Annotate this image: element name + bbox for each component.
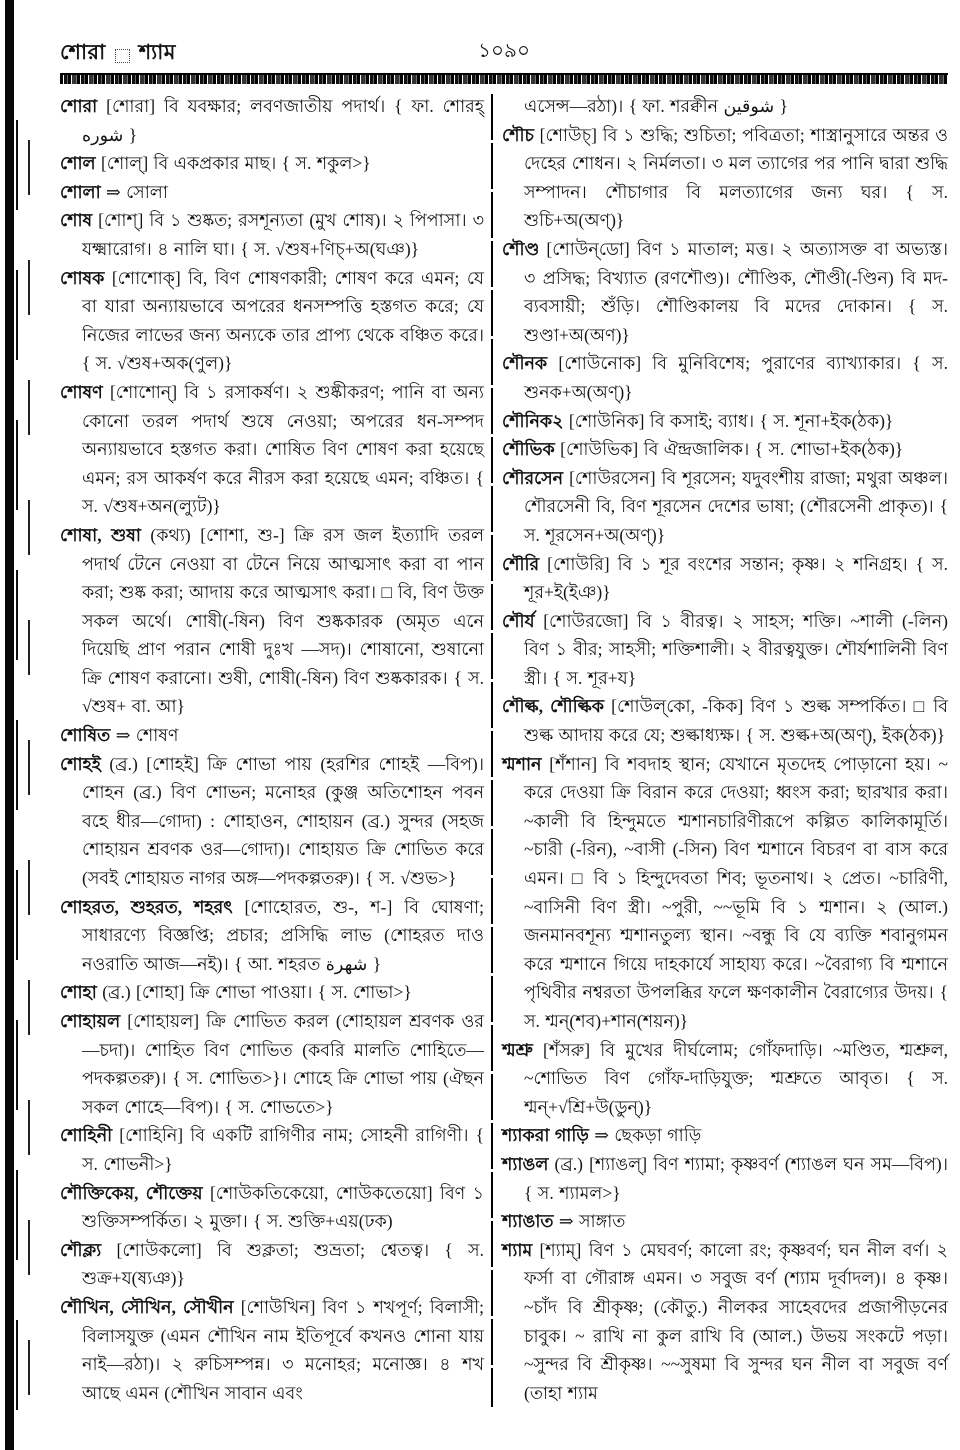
entry-body: [শোউভিক] বি ঐন্দ্রজালিক। { স. শোভা+ইক(ঠক)}: [554, 439, 904, 460]
entry-body: [শোহোরত, শু-, শ-] বি ঘোষণা; সাধারণ্যে বিজ্ঞপ্তি; প্রচার; প্রসিদ্ধি লাভ (শোহরত দাও নওরাতি আজ—নই)। { আ. শহরত شهرة }: [82, 896, 484, 974]
page-edge-line: [28, 140, 30, 1430]
dictionary-entry: [60, 521, 484, 721]
dictionary-entry: [60, 92, 484, 149]
dictionary-entry: [60, 178, 484, 207]
entry-body: [শোউন্‌ডো] বিণ ১ মাতাল; মত্ত। ২ অত্যাসক্ত বা অভ্যস্ত। ৩ প্রসিদ্ধ; বিখ্যাত (রণশৌণ্ড)। শৌণ্ডিক, শৌণ্ডী(-ণ্ডিন) বি মদ-ব্যবসায়ী; শুঁড়ি। শৌণ্ডিকালয় বি মদের দোকান। { স. শুণ্ডা+অ(অণ)}: [524, 238, 948, 345]
headword: শ্যাম: [502, 1239, 533, 1260]
dictionary-entry: [502, 750, 948, 1036]
headword: শোষণ: [60, 381, 103, 402]
dictionary-entry: [502, 607, 948, 693]
dictionary-entry: [60, 149, 484, 178]
headword: শোষা, শুষা: [60, 524, 141, 545]
entry-body: [শোহিনি] বি একটি রাগিণীর নাম; সোহনী রাগিণী। { স. শোভনী>}: [82, 1125, 484, 1174]
guide-word-last: শ্যাম: [138, 40, 176, 64]
dictionary-entry: [502, 1150, 948, 1207]
entry-body: [শোউচ্] বি ১ শুদ্ধি; শুচিতা; পবিত্রতা; শাস্ত্রানুসারে অন্তর ও দেহের শোধন। ২ নির্মলতা। ৩ মল ত্যাগের পর পানি দ্বারা শুদ্ধি সম্পাদন। শৌচাগার বি মলত্যাগের জন্য ঘর। { স. শুচি+অ(অণ্)}: [524, 124, 948, 231]
dictionary-entry: [502, 464, 948, 550]
dictionary-entry: [60, 1007, 484, 1121]
dictionary-entry: [502, 121, 948, 235]
headword: শৌনক: [502, 353, 548, 374]
entry-body: ⇒ সাঙ্গাত: [553, 1211, 626, 1232]
entry-body: ⇒ শোষণ: [110, 725, 179, 746]
dictionary-entry: [60, 264, 484, 378]
column-left: [60, 92, 484, 1407]
dictionary-entry: [60, 1236, 484, 1293]
headword: শোহই: [60, 753, 101, 774]
headword: শৌচ: [502, 124, 534, 145]
dictionary-entry: [502, 550, 948, 607]
dictionary-entry: [60, 978, 484, 1007]
ornamental-rule: [60, 73, 948, 84]
entry-body: ⇒ ছেকড়া গাড়ি: [588, 1125, 702, 1146]
headword: শ্যাকরা গাড়ি: [502, 1125, 589, 1146]
page-binding-shadow: [16, 120, 18, 1450]
dictionary-entry: [60, 1121, 484, 1178]
headword: শোষিত: [60, 725, 111, 746]
entry-body: এসেন্স—রঠা)। { ফা. শরক্বীন شوقين }: [524, 96, 788, 116]
entry-body: [শ্যাম্] বিণ ১ মেঘবর্ণ; কালো রং; কৃষ্ণবর্ণ; ঘন নীল বর্ণ। ২ ফর্সা বা গৌরাঙ্গ এমন। ৩ সবুজ বর্ণ (শ্যাম দূর্বাদল)। ৪ কৃষ্ণ। ~চাঁদ বি শ্রীকৃষ্ণ; (কৌতু.) নীলকর সাহেবদের প্রজাপীড়নের চাবুক। ~ রাখি না কুল রাখি বি (আল.) উভয় সংকটে পড়া। ~সুন্দর বি শ্রীকৃষ্ণ। ~~সুষমা বি সুন্দর ঘন নীল বা সবুজ বর্ণ (তাহা শ্যাম: [524, 1239, 948, 1403]
headword: শৌক্ল্য: [60, 1239, 102, 1260]
headword: শৌনিক২: [502, 410, 564, 431]
entry-body: [শোউখিন] বিণ ১ শখপূর্ণ; বিলাসী; বিলাসযুক্ত (এমন শৌখিন নাম ইতিপূর্বে কখনও শোনা যায় নাই—রঠা)। ২ রুচিসম্পন্ন। ৩ মনোহর; মনোজ্ঞ। ৪ শখ আছে এমন (শৌখিন সাবান এবং: [82, 1296, 484, 1403]
headword: শৌরসেন: [502, 467, 564, 488]
column-divider: [491, 94, 493, 1407]
entry-body: [শোউনিক] বি কসাই; ব্যাধ। { স. শূনা+ইক(ঠক)}: [563, 410, 894, 431]
dictionary-entry: [502, 235, 948, 349]
headword: শোহিনী: [60, 1125, 113, 1146]
dictionary-page: [60, 36, 948, 1407]
headword: শৌর্য: [502, 610, 535, 631]
entry-body: (ব্র.) [শ্যাঙল্] বিণ শ্যামা; কৃষ্ণবর্ণ (শ্যাঙল ঘন সম—বিপ)। { স. শ্যামল>}: [524, 1153, 948, 1203]
two-column-text: [60, 92, 948, 1407]
dictionary-entry: [502, 92, 948, 121]
headword: শোষ: [60, 210, 93, 231]
headword: শৌভিক: [502, 439, 555, 460]
headword: শোহায়ল: [60, 1011, 121, 1031]
headword: শৌরি: [502, 553, 540, 574]
page-number: ১০৯০: [478, 40, 530, 62]
headword: শোহা: [60, 982, 97, 1003]
headword: শোরা: [60, 96, 98, 116]
dictionary-entry: [60, 378, 484, 521]
entry-body: [শোউকতিকেয়ো, শোউকতেয়ো] বিণ ১ শুক্তিসম্পর্কিত। ২ মুক্তা। { স. শুক্তি+এয়(ঢক): [82, 1182, 484, 1232]
entry-body: [শোউরি] বি ১ শূর বংশের সন্তান; কৃষ্ণ। ২ শনিগ্রহ। { স. শূর+ই(ইঞ)}: [524, 553, 948, 603]
entry-body: [শোউনোক] বি মুনিবিশেষ; পুরাণের ব্যাখ্যাকার। { স. শুনক+অ(অণ্)}: [524, 353, 948, 402]
entry-body: [শোহায়ল] ক্রি শোভিত করল (শোহায়ল শ্রবণক ওর—চদা)। শোহিত বিণ শোভিত (কবরি মালতি শোহিতে—পদকল্পতরু)। { স. শোভিত>}। শোহে ক্রি শোভা পায় (ঐছন সকল শোহে—বিপ)। { স. শোভতে>}: [82, 1011, 484, 1117]
headword: শ্মশান: [502, 753, 542, 774]
dictionary-entry: [60, 206, 484, 263]
headword: শৌখিন, সৌখিন, সৌখীন: [60, 1296, 234, 1317]
dictionary-entry: [60, 721, 484, 750]
dictionary-entry: [502, 1236, 948, 1408]
entry-body: ⇒ সোলা: [100, 181, 168, 202]
page-binding-bar: [5, 0, 14, 1450]
headword: শৌল্ক, শৌল্কিক: [502, 696, 604, 717]
running-header: [60, 36, 948, 70]
dictionary-entry: [502, 349, 948, 406]
headword: শোহরত, শুহরত, শহরৎ: [60, 896, 233, 917]
headword: শোল: [60, 153, 96, 174]
entry-body: [শোশ্] বি ১ শুষ্কত; রসশূন্যতা (মুখ শোষ)। ২ পিপাসা। ৩ যক্ষ্মারোগ। ৪ নালি ঘা। { স. √শুষ+ণিচ্+অ(ঘঞ)}: [82, 210, 484, 259]
headword: শ্মশ্রু: [502, 1039, 533, 1060]
entry-body: [শঁসরু] বি মুখের দীর্ঘলোম; গোঁফদাড়ি। ~মণ্ডিত, শ্মশ্রুল, ~শোভিত বিণ গোঁফ-দাড়িযুক্ত; শ্মশ্রুতে আবৃত। { স. শ্মন্+√শ্রি+উ(ডুন্)}: [524, 1039, 948, 1117]
dictionary-entry: [502, 692, 948, 749]
dictionary-entry: [502, 1121, 948, 1150]
headword: শৌণ্ড: [502, 238, 540, 259]
entry-body: [শোল্] বি একপ্রকার মাছ। { স. শকুল>}: [95, 153, 371, 174]
headword: শ্যাঙাত: [502, 1211, 554, 1232]
dictionary-entry: [60, 1179, 484, 1236]
entry-body: [শোউরসেন] বি শূরসেন; যদুবংশীয় রাজা; মথুরা অঞ্চল। শৌরসেনী বি, বিণ শূরসেন দেশের ভাষা; (শৌরসেনী প্রাকৃত)। { স. শূরসেন+অ(অণ্)}: [524, 467, 948, 545]
entry-body: [শোশোক্] বি, বিণ শোষণকারী; শোষণ করে এমন; যে বা যারা অন্যায়ভাবে অপরের ধনসম্পত্তি হস্তগত করে; যে নিজের লাভের জন্য অন্যকে তার প্রাপ্য থেকে বঞ্চিত করে। { স. √শুষ+অক(ণুল)}: [82, 267, 484, 374]
dictionary-entry: [502, 407, 948, 436]
entry-body: (কথ্য) [শোশা, শু-] ক্রি রস জল ইত্যাদি তরল পদার্থ টেনে নেওয়া বা টেনে নিয়ে আত্মসাৎ করা বা পান করা; শুষ্ক করা; আদায় করে আত্মসাৎ করা। □ বি, বিণ উক্ত সকল অর্থে। শোষী(-ষিন) বিণ শুষ্ককারক (অমৃত এনে দিয়েছি প্রাণ পরান শোষী দুঃখ —সদ)। শোষানো, শুষানো ক্রি শোষণ করানো। শুষী, শোষী(-ষিন) বিণ শুষ্ককারক। { স. √শুষ+ বা. আ}: [82, 524, 484, 717]
dictionary-entry: [502, 1207, 948, 1236]
entry-body: [শোউরজো] বি ১ বীরত্ব। ২ সাহস; শক্তি। ~শালী (-লিন) বিণ ১ বীর; সাহসী; শক্তিশালী। ২ বীরত্বযুক্ত। শৌর্যশালিনী বিণ স্ত্রী। { স. শূর+য}: [524, 610, 948, 688]
entry-body: (ব্র.) [শোহা] ক্রি শোভা পাওয়া। { স. শোভা>}: [96, 982, 412, 1003]
column-right: [502, 92, 948, 1407]
entry-body: [শঁশান] বি শবদাহ স্থান; যেখানে মৃতদেহ পোড়ানো হয়। ~ করে দেওয়া ক্রি বিরান করে দেওয়া; ধ্বংস করা; ছারখার করা। ~কালী বি হিন্দুমতে শ্মশানচারিণীরূপে কল্পিত কালিকামূর্তি। ~চারী (-রিন), ~বাসী (-সিন) বিণ শ্মশানে বিচরণ বা বাস করে এমন। □ বি ১ হিন্দুদেবতা শিব; ভূতনাথ। ২ প্রেত। ~চারিণী, ~বাসিনী বিণ স্ত্রী। ~পুরী, ~~ভূমি বি ১ শ্মশান। ২ (আল.) জনমানবশূন্য শ্মশানতুল্য স্থান। ~বন্ধু বি যে ব্যক্তি শবানুগমন করে শ্মশানে গিয়ে দাহকার্যে সাহায্য করে। ~বৈরাগ্য বি শ্মশানে পৃথিবীর নশ্বরতা উপলব্ধির ফলে ক্ষণকালীন বৈরাগ্যের উদয়। { স. শ্মন্(শব)+শান(শয়ন)}: [524, 753, 948, 1031]
guide-word-first: শোরা: [60, 40, 106, 64]
entry-body: [শোউকলো] বি শুক্লতা; শুভ্রতা; শ্বেতত্ব। { স. শুক্র+য(ষ্যঞ)}: [82, 1239, 484, 1289]
headword: শোষক: [60, 267, 105, 288]
dictionary-entry: [60, 893, 484, 979]
headword: শৌক্তিকেয়, শৌক্তেয়: [60, 1182, 203, 1203]
dictionary-entry: [60, 1293, 484, 1407]
entry-body: [শোরা] বি যবক্ষার; লবণজাতীয় পদার্থ। { ফা. শোরহ্‌ شوره }: [82, 96, 484, 145]
entry-body: [শোউল্‌কো, -কিক] বিণ ১ শুল্ক সম্পর্কিত। □ বি শুল্ক আদায় করে যে; শুল্কাধ্যক্ষ। { স. শুল্ক+অ(অণ্), ইক(ঠক)}: [524, 696, 948, 746]
entry-body: [শোশোন্] বি ১ রসাকর্ষণ। ২ শুষ্কীকরণ; পানি বা অন্য কোনো তরল পদার্থ শুষে নেওয়া; অপরের ধন-সম্পদ অন্যায়ভাবে হস্তগত করা। শোষিত বিণ শোষণ করা হয়েছে এমন; রস আকর্ষণ করে নীরস করা হয়েছে এমন; বঞ্চিত। { স. √শুষ+অন(ল্যুট)}: [82, 381, 484, 517]
dictionary-entry: [60, 750, 484, 893]
dictionary-entry: [502, 435, 948, 464]
headword: শ্যাঙল: [502, 1153, 549, 1174]
entry-body: (ব্র.) [শোহই] ক্রি শোভা পায় (হরশির শোহই —বিপ)। শোহন (ব্র.) বিণ শোভন; মনোহর (কুঞ্জ অতিশোহন পবন বহে ধীর—গোদা) : শোহাওন, শোহায়ন (ব্র.) সুন্দর (সহজ শোহায়ন শ্রবণক ওর—গোদা)। শোহায়ত ক্রি শোভিত করে (সবই শোহায়ত নাগর অঙ্গ—পদকল্পতরু)। { স. √শুভ>}: [82, 753, 484, 889]
headword: শোলা: [60, 181, 101, 202]
dictionary-entry: [502, 1036, 948, 1122]
